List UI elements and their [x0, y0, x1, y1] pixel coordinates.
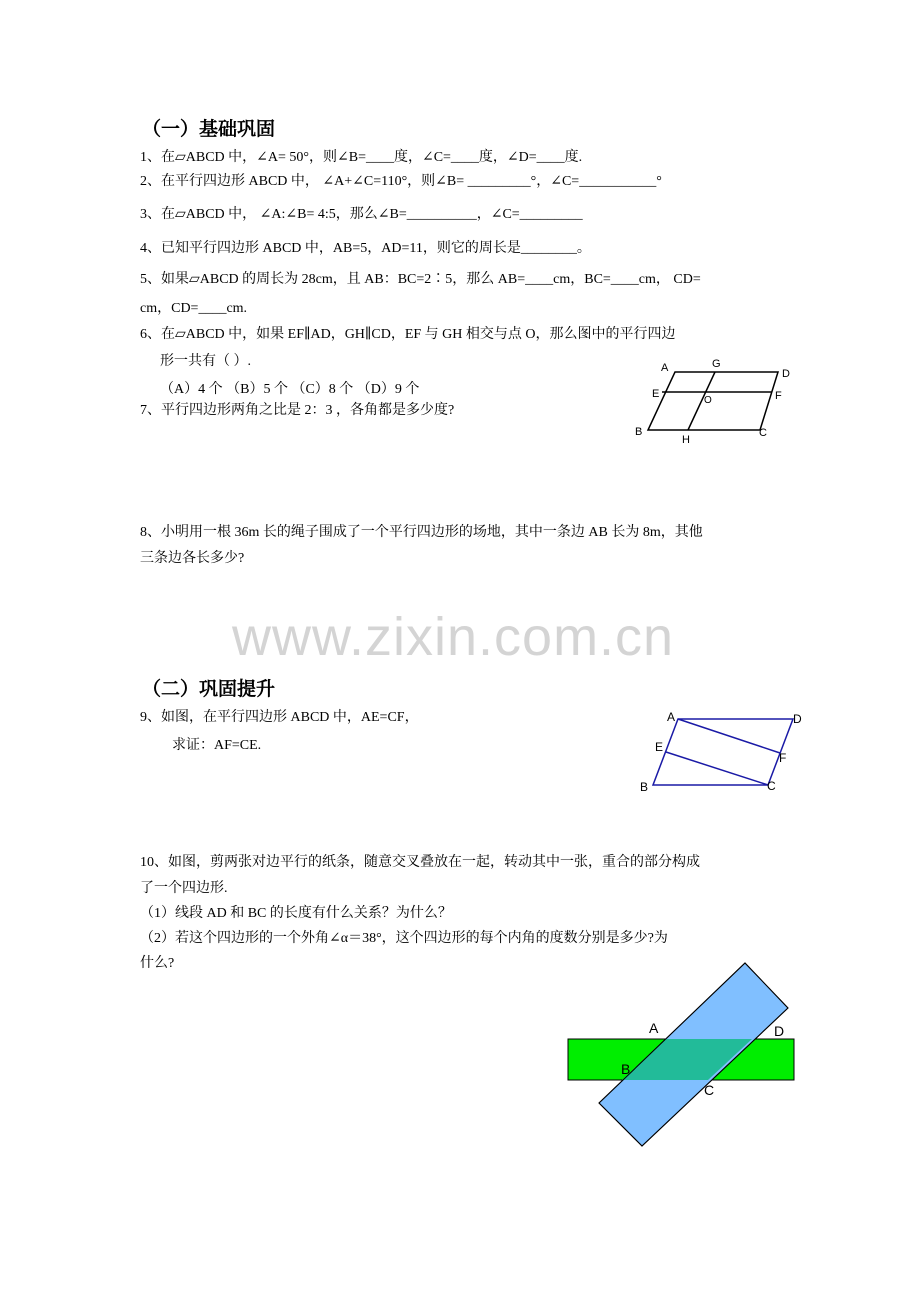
parallelogram-abcd-2	[653, 719, 793, 785]
label-c: C	[759, 427, 767, 439]
question-6-line-1: 6、在▱ABCD 中，如果 EF∥AD，GH∥CD，EF 与 GH 相交与点 O，那么图中的平行四边	[140, 327, 676, 342]
label-g: G	[712, 358, 721, 370]
label-d: D	[793, 712, 802, 726]
label-a: A	[661, 362, 669, 374]
segment-ec	[666, 752, 768, 785]
figure-parallelogram-aecf	[635, 705, 810, 800]
question-10-sub-1: （1）线段 AD 和 BC 的长度有什么关系？为什么？	[140, 906, 452, 921]
question-5-line-2: cm，CD=____cm.	[140, 301, 248, 316]
label-e: E	[652, 388, 660, 400]
question-8-line-1: 8、小明用一根 36m 长的绳子围成了一个平行四边形的场地，其中一条边 AB 长为 8m，其他	[140, 525, 703, 540]
question-7: 7、平行四边形两角之比是 2：3 ，各角都是多少度?	[140, 403, 455, 418]
segment-af	[678, 719, 780, 753]
question-6-options: （A）4 个 （B）5 个 （C）8 个 （D）9 个	[160, 382, 420, 397]
label-a: A	[667, 710, 676, 724]
label-b: B	[635, 426, 643, 438]
question-4: 4、已知平行四边形 ABCD 中，AB=5，AD=11，则它的周长是________。	[140, 241, 591, 256]
label-b: B	[621, 1061, 631, 1077]
question-10-line-1: 10、如图，剪两张对边平行的纸条，随意交叉叠放在一起，转动其中一张，重合的部分构成	[140, 855, 700, 870]
label-a: A	[649, 1020, 659, 1036]
label-h: H	[682, 434, 690, 446]
figure-parallelogram-efgh	[630, 355, 800, 450]
label-f: F	[779, 751, 787, 765]
label-c: C	[767, 779, 776, 793]
question-1: 1、在▱ABCD 中，∠A= 50°，则∠B=____度，∠C=____度，∠D=____度.	[140, 150, 583, 165]
section-title-basic: （一）基础巩固	[142, 118, 276, 140]
label-b: B	[640, 780, 649, 794]
question-3: 3、在▱ABCD 中， ∠A:∠B= 4:5，那么∠B=__________，∠C=_________	[140, 207, 583, 222]
label-e: E	[655, 740, 664, 754]
question-5-line-1: 5、如果▱ABCD 的周长为 28cm，且 AB：BC=2∶5，那么 AB=____cm，BC=____cm， CD=	[140, 272, 701, 287]
question-9-line-2: 求证：AF=CE.	[172, 738, 262, 753]
question-8-line-2: 三条边各长多少?	[140, 551, 245, 566]
question-9-line-1: 9、如图，在平行四边形 ABCD 中，AE=CF，	[140, 710, 419, 725]
label-f: F	[775, 390, 782, 402]
question-2: 2、在平行四边形 ABCD 中， ∠A+∠C=110°，则∠B= _________°，∠C=___________°	[140, 174, 662, 189]
question-6-line-2: 形一共有（ ）.	[160, 354, 251, 369]
label-c: C	[704, 1082, 715, 1098]
label-o: O	[704, 395, 712, 406]
question-10-sub-2: （2）若这个四边形的一个外角∠α＝38°，这个四边形的每个内角的度数分别是多少?为	[140, 931, 668, 946]
section-title-advanced: （二）巩固提升	[142, 678, 276, 700]
label-d: D	[774, 1023, 785, 1039]
question-10-line-2: 了一个四边形.	[140, 881, 228, 896]
watermark: www.zixin.com.cn	[232, 607, 675, 667]
label-d: D	[782, 368, 790, 380]
figure-overlapping-strips	[560, 955, 810, 1155]
question-10-sub-2-cont: 什么?	[140, 956, 175, 971]
